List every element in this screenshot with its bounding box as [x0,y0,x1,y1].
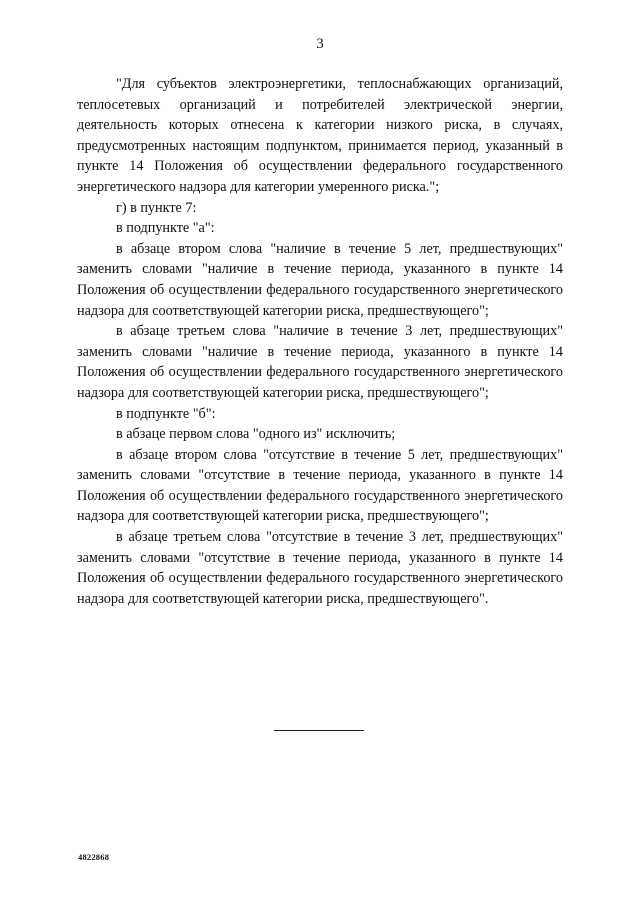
paragraph-low-risk-category: "Для субъектов электроэнергетики, теплоснабжающих организаций, теплосетевых организаций и потребителей электрической энергии, деятельность которых отнесена к категории низкого риска, в случаях, предусмотренных настоящим подпунктом, принимается период, указанный в пункте 14 Положения об осуществлении федерального государственного энергетического надзора для категории умеренного риска."; [77,76,563,195]
paragraph-subitem-a: в подпункте "а": [116,220,215,237]
paragraph-subitem-b: в подпункте "б": [116,405,216,422]
paragraph-subitem-b-first-abzac: в абзаце первом слова "одного из" исключить; [116,426,396,443]
paragraph-item-7: г) в пункте 7: [116,199,197,216]
page-number: 3 [316,36,324,52]
paragraph-subitem-a-third-abzac: в абзаце третьем слова "наличие в течение 3 лет, предшествующих" заменить словами "наличие в течение периода, указанного в пункте 14 Положения об осуществлении федерального государственного энергетического надзора для соответствующей категории риска, предшествующего"; [77,323,563,401]
paragraph-subitem-b-third-abzac: в абзаце третьем слова "отсутствие в течение 3 лет, предшествующих" заменить словами "отсутствие в течение периода, указанного в пункте 14 Положения об осуществлении федерального государственного энергетического надзора для соответствующей категории риска, предшествующего". [77,529,563,607]
document-code: 4822868 [78,852,110,862]
document-body [77,74,563,609]
paragraph-subitem-a-second-abzac: в абзаце втором слова "наличие в течение 5 лет, предшествующих" заменить словами "наличие в течение периода, указанного в пункте 14 Положения об осуществлении федерального государственного энергетического надзора для соответствующей категории риска, предшествующего"; [77,240,563,319]
paragraph-subitem-b-second-abzac: в абзаце втором слова "отсутствие в течение 5 лет, предшествующих" заменить словами "отсутствие в течение периода, указанного в пункте 14 Положения об осуществлении федерального государственного энергетического надзора для соответствующей категории риска, предшествующего"; [77,446,563,525]
end-of-text-rule [274,730,364,731]
